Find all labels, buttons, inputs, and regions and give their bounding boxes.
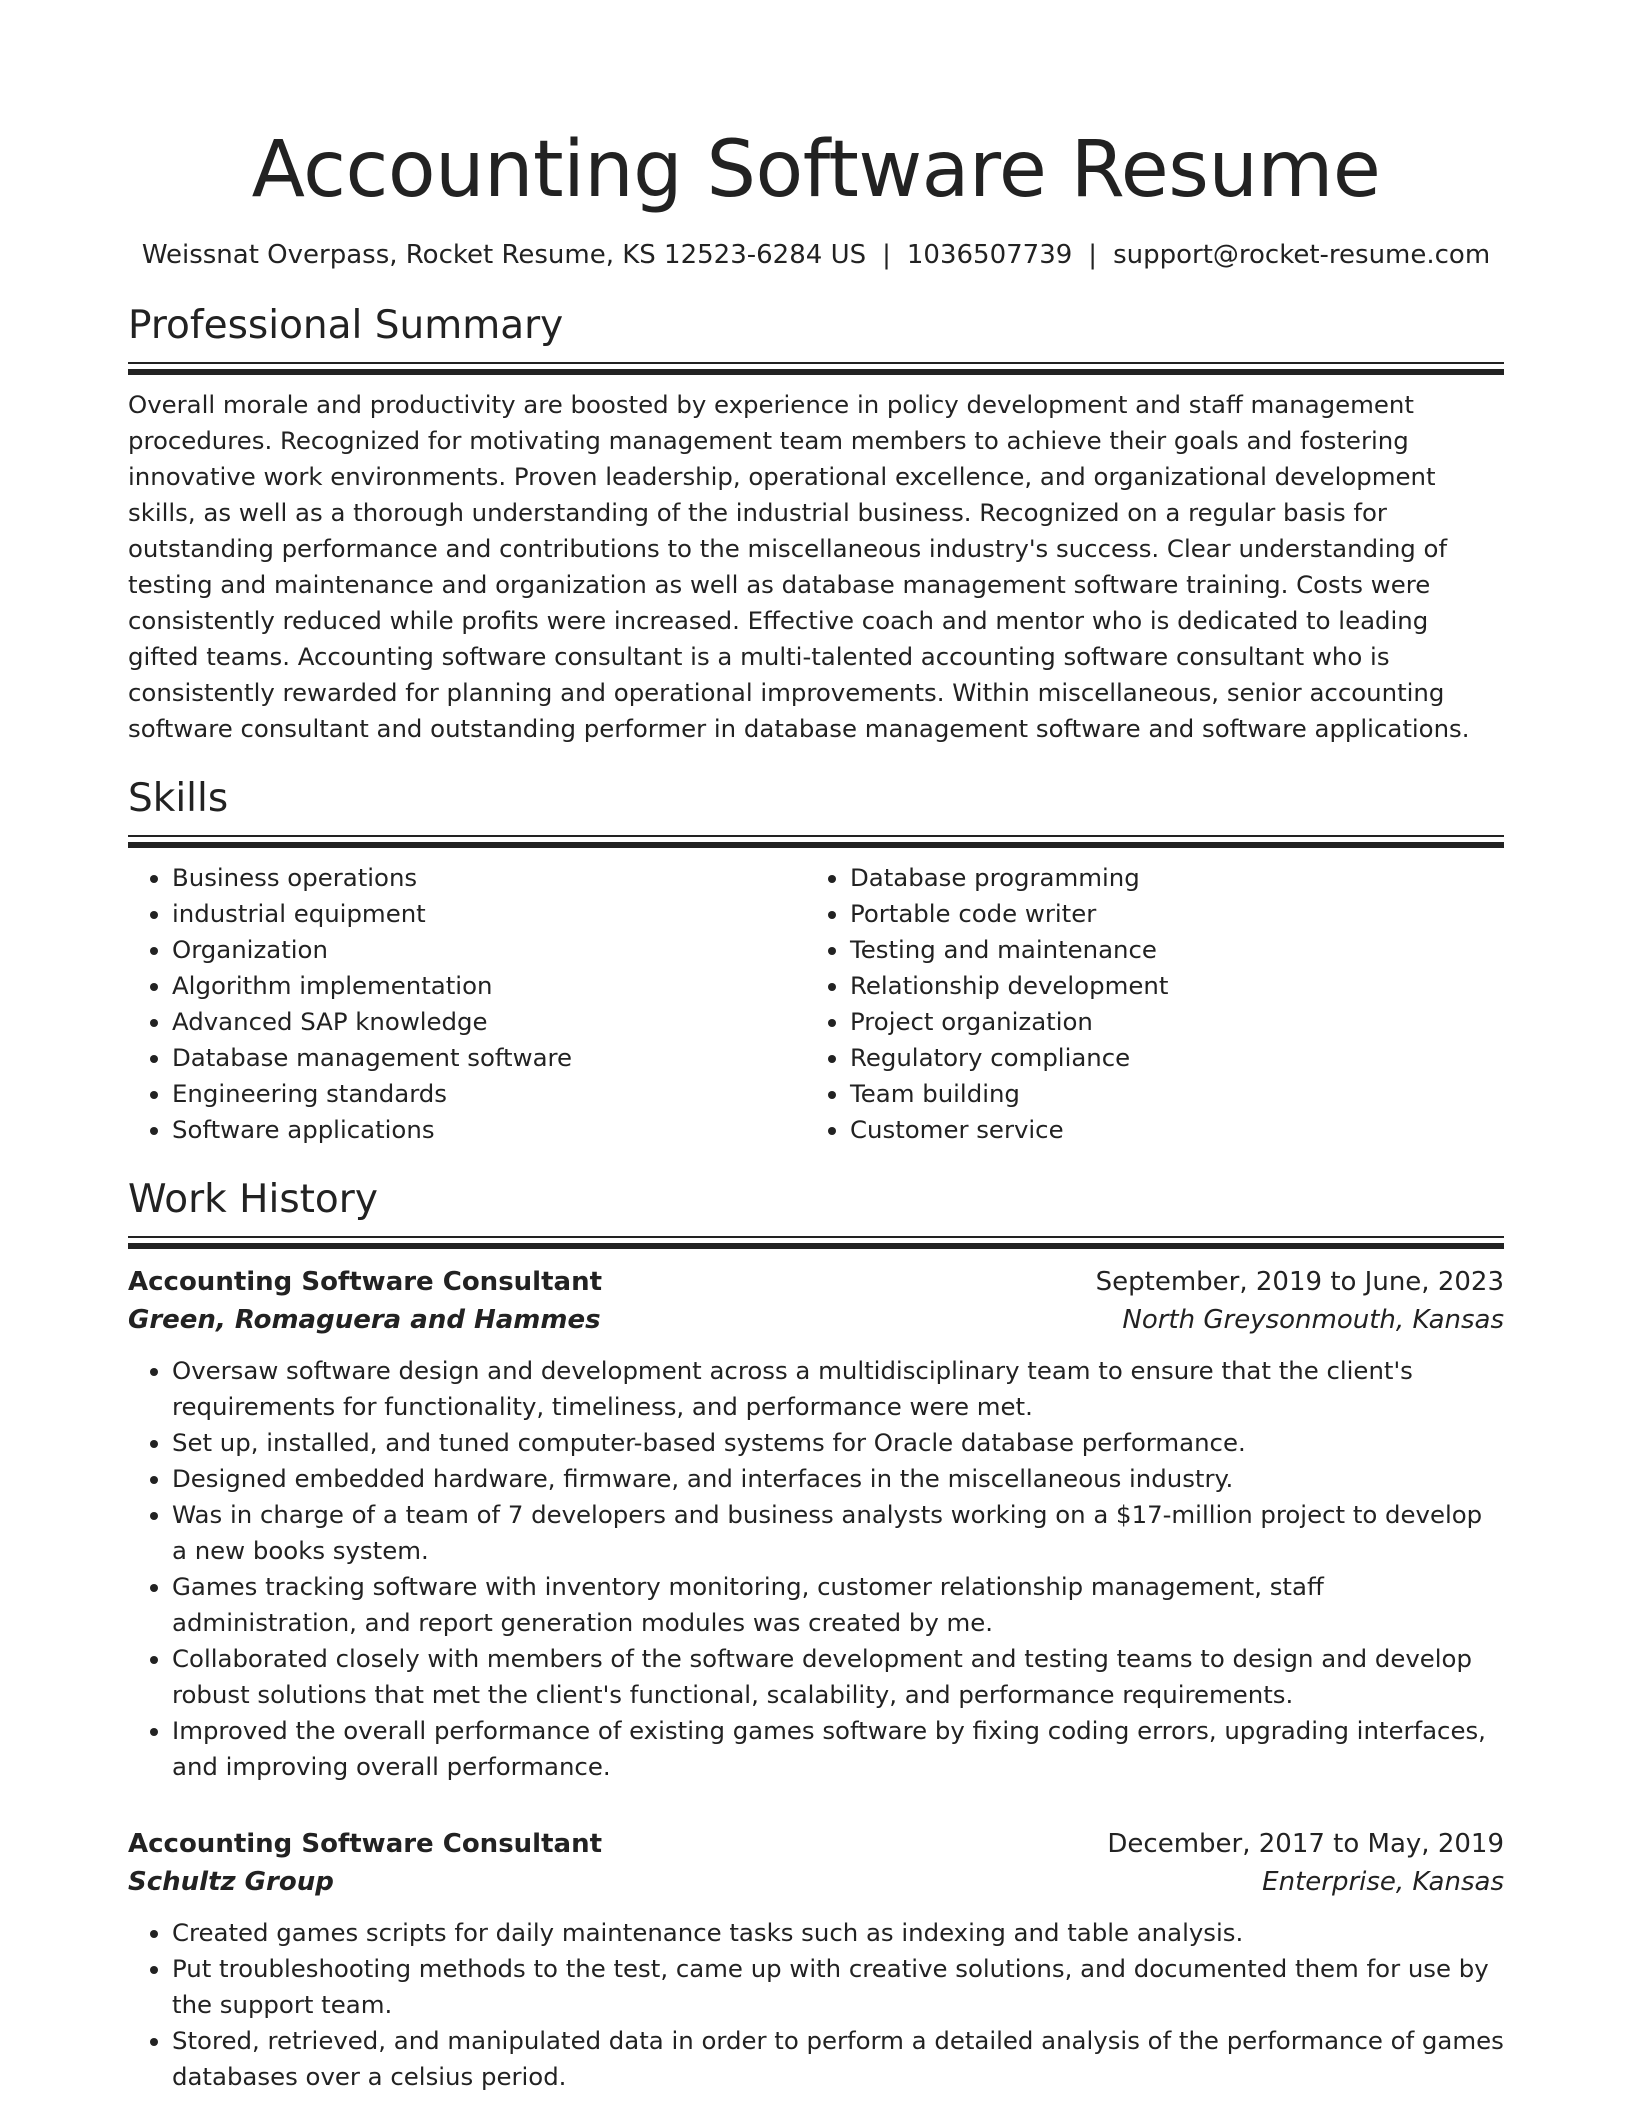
contact-address: Weissnat Overpass, Rocket Resume, KS 12523-6284 US — [141, 240, 867, 270]
skill-item: • Relationship development — [850, 968, 1484, 1004]
job-company-row — [128, 1863, 1504, 1901]
skill-item: • Software applications — [172, 1112, 806, 1148]
job-company: Green, Romaguera and Hammes — [128, 1305, 601, 1335]
skill-item: • Database management software — [172, 1040, 806, 1076]
section-title-summary: Professional Summary — [128, 303, 564, 348]
job-bullet: • Was in charge of a team of 7 developers and business analysts working on a $17-million project to develop a new books system. — [172, 1497, 1504, 1569]
job-company-row — [128, 1301, 1504, 1339]
section-divider — [128, 1236, 1504, 1249]
job-bullets — [128, 1915, 1504, 2095]
job-header-row — [128, 1825, 1504, 1863]
job-bullet: • Put troubleshooting methods to the test, came up with creative solutions, and documented them for use by the support team. — [172, 1951, 1504, 2023]
job-entry — [128, 1825, 1504, 2095]
job-bullet: • Oversaw software design and development across a multidisciplinary team to ensure that the client's requirements for functionality, timeliness, and performance were met. — [172, 1353, 1504, 1425]
job-entry — [128, 1263, 1504, 1785]
job-bullet: • Collaborated closely with members of the software development and testing teams to design and develop robust solutions that met the client's functional, scalability, and performance requirements. — [172, 1641, 1504, 1713]
job-dates: September, 2019 to June, 2023 — [1095, 1267, 1504, 1297]
job-bullet: • Created games scripts for daily maintenance tasks such as indexing and table analysis. — [172, 1915, 1504, 1951]
skill-item: • Business operations — [172, 860, 806, 896]
skills-section — [128, 775, 1504, 1148]
job-location: Enterprise, Kansas — [1262, 1867, 1504, 1897]
job-bullet: • Improved the overall performance of existing games software by fixing coding errors, upgrading interfaces, and improving overall performance. — [172, 1713, 1504, 1785]
work-history-section — [128, 1176, 1504, 2095]
summary-text: Overall morale and productivity are boosted by experience in policy development and staff management procedures. Recognized for motivating management team members to achieve their goals and fostering innovative work environments. Proven leadership, operational excellence, and organizational development skills, as well as a thorough understanding of the industrial business. Recognized on a regular basis for outstanding performance and contributions to the miscellaneous industry's success. Clear understanding of testing and maintenance and organization as well as database management software training. Costs were consistently reduced while profits were increased. Effective coach and mentor who is dedicated to leading gifted teams. Accounting software consultant is a multi-talented accounting software consultant who is consistently rewarded for planning and operational improvements. Within miscellaneous, senior accounting software consultant and outstanding performer in database management software and software applications. — [128, 390, 1470, 743]
skill-item: • Portable code writer — [850, 896, 1484, 932]
skills-column-left — [128, 860, 806, 1148]
skill-item: • Team building — [850, 1076, 1484, 1112]
job-title: Accounting Software Consultant — [128, 1829, 603, 1859]
contact-line — [128, 238, 1504, 272]
skill-item: • Regulatory compliance — [850, 1040, 1484, 1076]
contact-phone: 1036507739 — [906, 240, 1073, 270]
resume-page — [128, 0, 1504, 2095]
resume-title: Accounting Software Resume — [251, 125, 1381, 215]
job-title: Accounting Software Consultant — [128, 1267, 603, 1297]
job-bullet: • Games tracking software with inventory monitoring, customer relationship management, staff administration, and report generation modules was created by me. — [172, 1569, 1504, 1641]
skill-item: • industrial equipment — [172, 896, 806, 932]
contact-email: support@rocket-resume.com — [1113, 240, 1491, 270]
skills-grid — [128, 860, 1504, 1148]
job-location: North Greysonmouth, Kansas — [1122, 1305, 1504, 1335]
skill-item: • Engineering standards — [172, 1076, 806, 1112]
skill-item: • Organization — [172, 932, 806, 968]
job-bullet: • Designed embedded hardware, firmware, and interfaces in the miscellaneous industry. — [172, 1461, 1504, 1497]
skill-item: • Project organization — [850, 1004, 1484, 1040]
section-title-skills: Skills — [128, 776, 229, 821]
job-bullets — [128, 1353, 1504, 1785]
skills-column-right — [806, 860, 1484, 1148]
job-bullet: • Stored, retrieved, and manipulated data in order to perform a detailed analysis of the performance of games databases over a celsius period. — [172, 2023, 1504, 2095]
skill-item: • Database programming — [850, 860, 1484, 896]
job-header-row — [128, 1263, 1504, 1301]
skill-item: • Advanced SAP knowledge — [172, 1004, 806, 1040]
job-bullet: • Set up, installed, and tuned computer-based systems for Oracle database performance. — [172, 1425, 1504, 1461]
contact-separator: | — [1088, 240, 1098, 270]
professional-summary-section — [128, 302, 1504, 747]
section-divider — [128, 835, 1504, 848]
job-company: Schultz Group — [128, 1867, 334, 1897]
skill-item: • Testing and maintenance — [850, 932, 1484, 968]
skill-item: • Customer service — [850, 1112, 1484, 1148]
contact-separator: | — [882, 240, 891, 270]
job-dates: December, 2017 to May, 2019 — [1107, 1829, 1504, 1859]
skill-item: • Algorithm implementation — [172, 968, 806, 1004]
section-title-work-history: Work History — [128, 1177, 378, 1222]
section-divider — [128, 362, 1504, 375]
